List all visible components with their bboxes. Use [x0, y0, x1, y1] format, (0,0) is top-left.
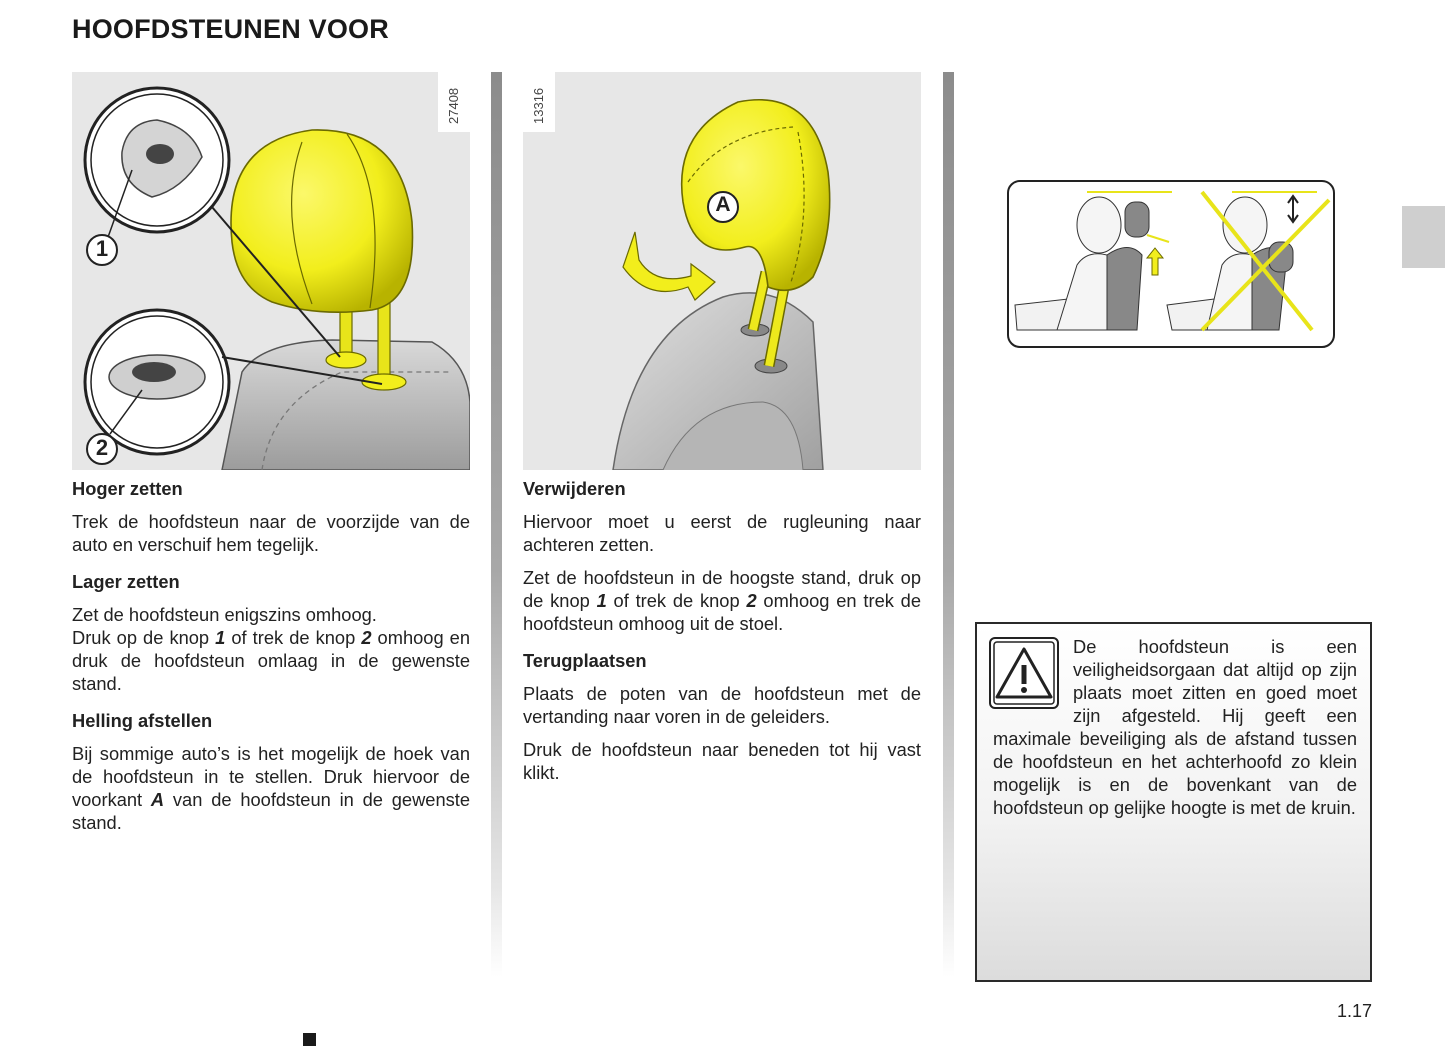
heading-helling-afstellen: Helling afstellen [72, 710, 213, 731]
column-1 [72, 477, 470, 848]
warning-box [975, 622, 1372, 982]
paragraph: Zet de hoofdsteun enigszins omhoog. Druk op de knop 1 of trek de knop 2 omhoog en druk de hoofdsteun omlaag in de gewenste stand. [72, 604, 470, 694]
warning-text: De hoofdsteun is een veiligheidsorgaan dat altijd op zijn plaats moet zitten en goed moet zijn afgesteld. Hij geeft een maximale beveiliging als de afstand tussen de hoofdsteun en het achterhoofd zo klein mogelijk is en de bovenkant van de hoofdsteun op gelijke hoogte is met de kruin. [993, 636, 1357, 818]
column-2 [523, 477, 921, 798]
paragraph: Bij sommige auto’s is het mogelijk de hoek van de hoofdsteun in te stellen. Druk hiervoor de voorkant A van de hoofdsteun in de gewenste stand. [72, 743, 470, 833]
paragraph: Hiervoor moet u eerst de rugleuning naar achteren zetten. [523, 511, 921, 555]
paragraph: Plaats de poten van de hoofdsteun met de vertanding naar voren in de geleiders. [523, 683, 921, 727]
label-a: A [715, 193, 731, 216]
chapter-tab [1402, 206, 1445, 268]
figure-headrest-buttons [72, 72, 470, 470]
headrest-tilt-illustration [523, 72, 921, 470]
column-divider [943, 72, 954, 977]
page-title: HOOFDSTEUNEN VOOR [72, 14, 389, 44]
heading-verwijderen: Verwijderen [523, 478, 626, 499]
figure-headrest-tilt [523, 72, 921, 470]
paragraph: Druk de hoofdsteun naar beneden tot hij vast klikt. [523, 739, 921, 783]
paragraph: Trek de hoofdsteun naar de voorzijde van de auto en verschuif hem tegelijk. [72, 511, 470, 555]
headrest-position-diagram [1007, 180, 1337, 350]
paragraph: Zet de hoofdsteun in de hoogste stand, druk op de knop 1 of trek de knop 2 omhoog en trek de hoofdsteun omhoog uit de stoel. [523, 567, 922, 634]
label-2: 2 [95, 435, 109, 460]
label-1: 1 [95, 236, 109, 261]
figure-number: 27408 [446, 87, 461, 124]
heading-terugplaatsen: Terugplaatsen [523, 650, 647, 671]
page-number: 1.17 [1336, 1001, 1372, 1021]
page-marker [303, 1033, 316, 1046]
column-divider [491, 72, 502, 977]
heading-hoger-zetten: Hoger zetten [72, 478, 183, 499]
heading-lager-zetten: Lager zetten [72, 571, 180, 592]
warning-triangle-icon [989, 637, 1059, 709]
headrest-buttons-illustration [72, 72, 470, 470]
figure-number: 13316 [531, 87, 546, 124]
